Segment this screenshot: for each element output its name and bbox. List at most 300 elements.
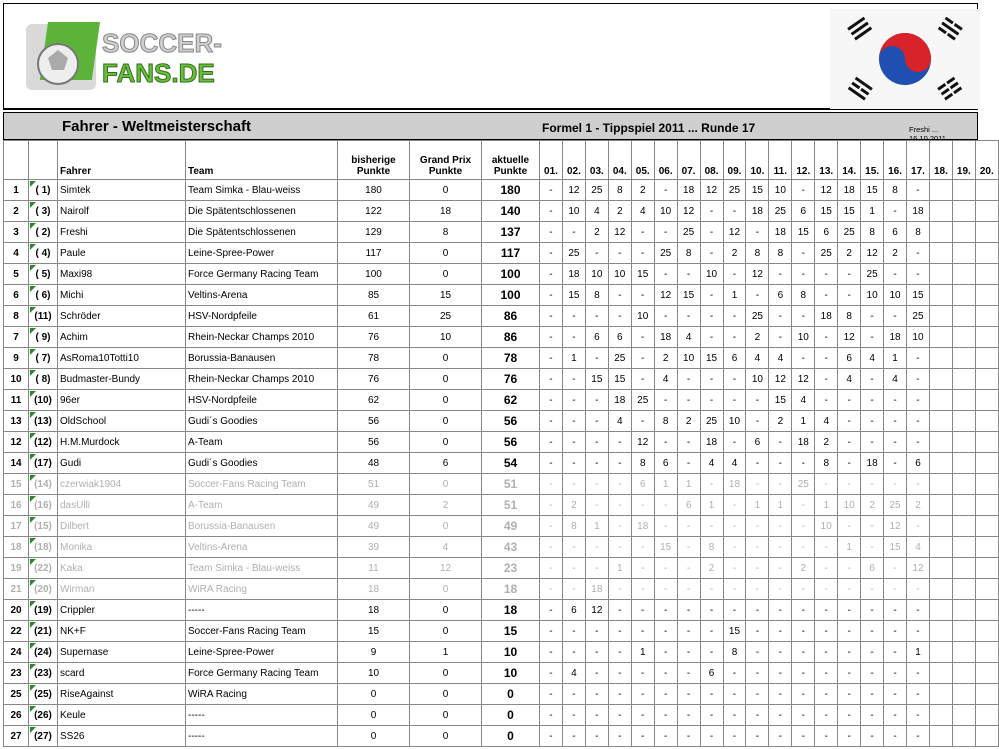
game-round-title: Formel 1 - Tippspiel 2011 ... Runde 17 bbox=[542, 121, 756, 135]
previous-position: (21) bbox=[34, 625, 52, 637]
round-points-cell bbox=[975, 621, 998, 642]
current-points-cell: 100 bbox=[482, 285, 540, 306]
previous-position: (22) bbox=[34, 562, 52, 574]
round-points-cell: - bbox=[861, 600, 884, 621]
round-points-cell: - bbox=[700, 285, 723, 306]
round-points-cell: - bbox=[608, 285, 631, 306]
round-points-cell bbox=[929, 579, 952, 600]
round-points-cell: - bbox=[723, 201, 746, 222]
previous-points-cell: 100 bbox=[338, 264, 410, 285]
header-round: 17. bbox=[907, 141, 930, 180]
round-points-cell: 10 bbox=[792, 327, 815, 348]
grand-prix-points-cell: 4 bbox=[410, 537, 482, 558]
round-points-cell bbox=[975, 285, 998, 306]
round-points-cell: - bbox=[723, 537, 746, 558]
round-points-cell: - bbox=[907, 348, 930, 369]
table-row bbox=[4, 600, 999, 621]
round-points-cell: 18 bbox=[562, 264, 585, 285]
triangle-marker-icon bbox=[30, 454, 36, 460]
driver-name-cell: RiseAgainst bbox=[58, 684, 186, 705]
position-cell: 2 bbox=[4, 201, 29, 222]
team-name-cell: HSV-Nordpfeile bbox=[186, 306, 338, 327]
previous-points-cell: 51 bbox=[338, 474, 410, 495]
round-points-cell: 18 bbox=[815, 306, 838, 327]
round-points-cell: 1 bbox=[677, 474, 700, 495]
round-points-cell: - bbox=[769, 663, 792, 684]
round-points-cell: - bbox=[608, 516, 631, 537]
round-points-cell: - bbox=[861, 327, 884, 348]
round-points-cell: 2 bbox=[792, 558, 815, 579]
round-points-cell bbox=[929, 474, 952, 495]
round-points-cell: - bbox=[631, 243, 654, 264]
round-points-cell: - bbox=[540, 348, 563, 369]
round-points-cell bbox=[952, 705, 975, 726]
round-points-cell: 10 bbox=[723, 411, 746, 432]
round-points-cell: - bbox=[562, 222, 585, 243]
round-points-cell: - bbox=[608, 579, 631, 600]
round-points-cell: - bbox=[540, 516, 563, 537]
previous-position: (23) bbox=[34, 667, 52, 679]
round-points-cell: - bbox=[723, 600, 746, 621]
round-points-cell bbox=[975, 516, 998, 537]
round-points-cell: - bbox=[608, 642, 631, 663]
round-points-cell: 4 bbox=[562, 663, 585, 684]
round-points-cell: 6 bbox=[769, 285, 792, 306]
round-points-cell bbox=[929, 642, 952, 663]
round-points-cell bbox=[975, 264, 998, 285]
round-points-cell: - bbox=[540, 306, 563, 327]
previous-position: (26) bbox=[34, 709, 52, 721]
driver-name-cell: Achim bbox=[58, 327, 186, 348]
round-points-cell: - bbox=[677, 684, 700, 705]
round-points-cell: - bbox=[838, 474, 861, 495]
header-round: 10. bbox=[746, 141, 769, 180]
round-points-cell: 10 bbox=[746, 369, 769, 390]
grand-prix-points-cell: 2 bbox=[410, 495, 482, 516]
round-points-cell: - bbox=[723, 705, 746, 726]
round-points-cell: - bbox=[861, 621, 884, 642]
previous-position: (18) bbox=[34, 541, 52, 553]
round-points-cell: - bbox=[769, 474, 792, 495]
round-points-cell: 2 bbox=[838, 243, 861, 264]
previous-position-cell bbox=[29, 327, 58, 348]
previous-position: (13) bbox=[34, 415, 52, 427]
round-points-cell: - bbox=[540, 243, 563, 264]
round-points-cell: 6 bbox=[654, 453, 677, 474]
soccer-fans-logo[interactable] bbox=[26, 22, 246, 94]
grand-prix-points-cell: 0 bbox=[410, 411, 482, 432]
round-points-cell: 12 bbox=[769, 369, 792, 390]
round-points-cell: - bbox=[884, 432, 907, 453]
round-points-cell: 15 bbox=[562, 285, 585, 306]
round-points-cell bbox=[929, 663, 952, 684]
round-points-cell: - bbox=[562, 390, 585, 411]
round-points-cell: 8 bbox=[723, 642, 746, 663]
round-points-cell: - bbox=[884, 579, 907, 600]
round-points-cell: 18 bbox=[631, 516, 654, 537]
round-points-cell: - bbox=[700, 327, 723, 348]
previous-position-cell bbox=[29, 663, 58, 684]
driver-name-cell: H.M.Murdock bbox=[58, 432, 186, 453]
round-points-cell: - bbox=[631, 348, 654, 369]
round-points-cell: - bbox=[654, 306, 677, 327]
round-points-cell bbox=[952, 369, 975, 390]
round-points-cell: - bbox=[792, 495, 815, 516]
round-points-cell: - bbox=[677, 621, 700, 642]
round-points-cell: - bbox=[746, 663, 769, 684]
round-points-cell: - bbox=[815, 726, 838, 747]
round-points-cell: - bbox=[838, 579, 861, 600]
round-points-cell: 25 bbox=[631, 390, 654, 411]
triangle-marker-icon bbox=[30, 349, 36, 355]
team-name-cell: Rhein-Neckar Champs 2010 bbox=[186, 327, 338, 348]
round-points-cell: - bbox=[677, 600, 700, 621]
round-points-cell: 2 bbox=[700, 558, 723, 579]
round-points-cell: 6 bbox=[907, 453, 930, 474]
grand-prix-points-cell: 0 bbox=[410, 264, 482, 285]
round-points-cell: 18 bbox=[861, 453, 884, 474]
round-points-cell: - bbox=[608, 453, 631, 474]
current-points-cell: 51 bbox=[482, 495, 540, 516]
triangle-marker-icon bbox=[30, 496, 36, 502]
round-points-cell: 1 bbox=[608, 558, 631, 579]
triangle-marker-icon bbox=[30, 433, 36, 439]
round-points-cell: 25 bbox=[907, 306, 930, 327]
round-points-cell: - bbox=[562, 684, 585, 705]
header-round: 11. bbox=[769, 141, 792, 180]
round-points-cell: - bbox=[585, 243, 608, 264]
round-points-cell bbox=[975, 684, 998, 705]
round-points-cell: - bbox=[723, 516, 746, 537]
previous-points-cell: 56 bbox=[338, 411, 410, 432]
round-points-cell: 18 bbox=[884, 327, 907, 348]
triangle-marker-icon bbox=[30, 244, 36, 250]
author-date: Freshi ... 16.10.2011 bbox=[909, 125, 946, 143]
round-points-cell: 18 bbox=[677, 180, 700, 201]
round-points-cell: - bbox=[838, 726, 861, 747]
round-points-cell bbox=[929, 726, 952, 747]
round-points-cell: 10 bbox=[815, 516, 838, 537]
team-name-cell: Die Spätentschlossenen bbox=[186, 222, 338, 243]
round-points-cell: 25 bbox=[677, 222, 700, 243]
previous-points-cell: 62 bbox=[338, 390, 410, 411]
grand-prix-points-cell: 0 bbox=[410, 600, 482, 621]
round-points-cell: 18 bbox=[608, 390, 631, 411]
previous-position-cell bbox=[29, 285, 58, 306]
previous-position-cell bbox=[29, 390, 58, 411]
round-points-cell: - bbox=[815, 537, 838, 558]
round-points-cell: - bbox=[631, 537, 654, 558]
round-points-cell: 12 bbox=[700, 180, 723, 201]
round-points-cell: - bbox=[884, 264, 907, 285]
round-points-cell: - bbox=[907, 264, 930, 285]
round-points-cell: - bbox=[792, 705, 815, 726]
round-points-cell: 25 bbox=[700, 411, 723, 432]
round-points-cell: 25 bbox=[654, 243, 677, 264]
round-points-cell: 6 bbox=[861, 558, 884, 579]
round-points-cell: 2 bbox=[677, 411, 700, 432]
round-points-cell bbox=[929, 411, 952, 432]
round-points-cell: 18 bbox=[792, 432, 815, 453]
round-points-cell: 18 bbox=[907, 201, 930, 222]
round-points-cell: - bbox=[746, 579, 769, 600]
round-points-cell: - bbox=[746, 390, 769, 411]
round-points-cell: - bbox=[585, 705, 608, 726]
round-points-cell: - bbox=[585, 642, 608, 663]
previous-points-cell: 39 bbox=[338, 537, 410, 558]
round-points-cell bbox=[952, 600, 975, 621]
round-points-cell bbox=[952, 411, 975, 432]
team-name-cell: WiRA Racing bbox=[186, 684, 338, 705]
table-row bbox=[4, 264, 999, 285]
round-points-cell: - bbox=[562, 474, 585, 495]
current-points-cell: 43 bbox=[482, 537, 540, 558]
round-points-cell bbox=[952, 348, 975, 369]
table-row bbox=[4, 285, 999, 306]
round-points-cell bbox=[929, 705, 952, 726]
round-points-cell bbox=[952, 285, 975, 306]
round-points-cell: 8 bbox=[608, 180, 631, 201]
previous-position: (15) bbox=[34, 520, 52, 532]
round-points-cell bbox=[929, 243, 952, 264]
driver-name-cell: SS26 bbox=[58, 726, 186, 747]
round-points-cell: 2 bbox=[815, 432, 838, 453]
grand-prix-points-cell: 0 bbox=[410, 726, 482, 747]
previous-position-cell bbox=[29, 600, 58, 621]
previous-position: (11) bbox=[34, 310, 52, 322]
round-points-cell: - bbox=[562, 453, 585, 474]
previous-points-cell: 11 bbox=[338, 558, 410, 579]
round-points-cell: - bbox=[907, 390, 930, 411]
round-points-cell: - bbox=[585, 537, 608, 558]
round-points-cell: - bbox=[884, 726, 907, 747]
previous-position-cell bbox=[29, 411, 58, 432]
current-points-cell: 0 bbox=[482, 705, 540, 726]
round-points-cell bbox=[952, 621, 975, 642]
round-points-cell: - bbox=[608, 705, 631, 726]
triangle-marker-icon bbox=[30, 223, 36, 229]
driver-name-cell: Wirman bbox=[58, 579, 186, 600]
logo-line1: SOCCER- bbox=[102, 28, 222, 58]
round-points-cell: - bbox=[884, 474, 907, 495]
round-points-cell: - bbox=[815, 369, 838, 390]
previous-position-cell bbox=[29, 495, 58, 516]
header-round: 15. bbox=[861, 141, 884, 180]
position-cell: 26 bbox=[4, 705, 29, 726]
round-points-cell: 1 bbox=[631, 642, 654, 663]
round-points-cell bbox=[975, 705, 998, 726]
round-points-cell: - bbox=[907, 180, 930, 201]
round-points-cell: - bbox=[907, 600, 930, 621]
round-points-cell: - bbox=[562, 327, 585, 348]
round-points-cell: 25 bbox=[861, 264, 884, 285]
round-points-cell: 4 bbox=[861, 348, 884, 369]
round-points-cell: 25 bbox=[769, 201, 792, 222]
round-points-cell: - bbox=[769, 516, 792, 537]
round-points-cell: - bbox=[631, 684, 654, 705]
round-points-cell: - bbox=[792, 243, 815, 264]
round-points-cell: - bbox=[792, 516, 815, 537]
round-points-cell: - bbox=[861, 579, 884, 600]
previous-position: (10) bbox=[34, 394, 52, 406]
position-cell: 24 bbox=[4, 642, 29, 663]
position-cell: 5 bbox=[4, 264, 29, 285]
current-points-cell: 76 bbox=[482, 369, 540, 390]
round-points-cell: 15 bbox=[608, 369, 631, 390]
round-points-cell: - bbox=[838, 516, 861, 537]
round-points-cell: - bbox=[815, 684, 838, 705]
triangle-marker-icon bbox=[30, 580, 36, 586]
previous-position: ( 4) bbox=[35, 247, 51, 259]
round-points-cell: 15 bbox=[838, 201, 861, 222]
header-round: 05. bbox=[631, 141, 654, 180]
triangle-marker-icon bbox=[30, 412, 36, 418]
round-points-cell: - bbox=[562, 726, 585, 747]
round-points-cell: - bbox=[562, 306, 585, 327]
round-points-cell: 1 bbox=[769, 495, 792, 516]
round-points-cell: - bbox=[884, 390, 907, 411]
round-points-cell: - bbox=[540, 327, 563, 348]
round-points-cell: - bbox=[585, 726, 608, 747]
table-row bbox=[4, 453, 999, 474]
round-points-cell: - bbox=[723, 726, 746, 747]
round-points-cell: 6 bbox=[746, 432, 769, 453]
position-cell: 10 bbox=[4, 369, 29, 390]
round-points-cell: 8 bbox=[700, 537, 723, 558]
round-points-cell: - bbox=[861, 306, 884, 327]
header-round: 03. bbox=[585, 141, 608, 180]
round-points-cell: - bbox=[815, 285, 838, 306]
grand-prix-points-cell: 18 bbox=[410, 201, 482, 222]
round-points-cell: - bbox=[861, 516, 884, 537]
grand-prix-points-cell: 25 bbox=[410, 306, 482, 327]
round-points-cell: 15 bbox=[723, 621, 746, 642]
round-points-cell: - bbox=[540, 474, 563, 495]
round-points-cell: - bbox=[585, 306, 608, 327]
header-round: 07. bbox=[677, 141, 700, 180]
round-points-cell: 8 bbox=[815, 453, 838, 474]
triangle-marker-icon bbox=[30, 685, 36, 691]
round-points-cell: - bbox=[884, 600, 907, 621]
round-points-cell bbox=[929, 180, 952, 201]
round-points-cell bbox=[975, 474, 998, 495]
round-points-cell: 10 bbox=[838, 495, 861, 516]
round-points-cell: - bbox=[700, 579, 723, 600]
team-name-cell: Borussia-Banausen bbox=[186, 516, 338, 537]
round-points-cell: - bbox=[838, 411, 861, 432]
round-points-cell: 18 bbox=[585, 579, 608, 600]
round-points-cell: - bbox=[540, 285, 563, 306]
grand-prix-points-cell: 0 bbox=[410, 180, 482, 201]
round-points-cell: - bbox=[746, 558, 769, 579]
round-points-cell: - bbox=[540, 726, 563, 747]
round-points-cell: - bbox=[723, 306, 746, 327]
round-points-cell: - bbox=[907, 474, 930, 495]
header-round: 06. bbox=[654, 141, 677, 180]
round-points-cell: - bbox=[700, 243, 723, 264]
driver-name-cell: OldSchool bbox=[58, 411, 186, 432]
round-points-cell: - bbox=[540, 432, 563, 453]
round-points-cell: - bbox=[585, 390, 608, 411]
round-points-cell bbox=[975, 579, 998, 600]
round-points-cell: - bbox=[792, 600, 815, 621]
round-points-cell: - bbox=[562, 705, 585, 726]
previous-position-cell bbox=[29, 306, 58, 327]
round-points-cell: 12 bbox=[608, 222, 631, 243]
round-points-cell: - bbox=[907, 684, 930, 705]
round-points-cell bbox=[929, 306, 952, 327]
grand-prix-points-cell: 0 bbox=[410, 474, 482, 495]
round-points-cell: 2 bbox=[884, 243, 907, 264]
round-points-cell: 4 bbox=[654, 369, 677, 390]
previous-position-cell bbox=[29, 642, 58, 663]
round-points-cell: - bbox=[838, 600, 861, 621]
current-points-cell: 117 bbox=[482, 243, 540, 264]
table-row bbox=[4, 243, 999, 264]
round-points-cell: - bbox=[792, 264, 815, 285]
round-points-cell: 1 bbox=[884, 348, 907, 369]
previous-points-cell: 85 bbox=[338, 285, 410, 306]
previous-position: (12) bbox=[34, 436, 52, 448]
round-points-cell: - bbox=[654, 621, 677, 642]
round-points-cell: - bbox=[746, 453, 769, 474]
round-points-cell bbox=[952, 558, 975, 579]
round-points-cell: 15 bbox=[792, 222, 815, 243]
header-round: 13. bbox=[815, 141, 838, 180]
triangle-marker-icon bbox=[30, 391, 36, 397]
round-points-cell: - bbox=[746, 726, 769, 747]
previous-position-cell bbox=[29, 432, 58, 453]
round-points-cell: - bbox=[884, 558, 907, 579]
previous-position: (24) bbox=[34, 646, 52, 658]
round-points-cell: - bbox=[540, 537, 563, 558]
header-round: 20. bbox=[975, 141, 998, 180]
round-points-cell: 2 bbox=[907, 495, 930, 516]
round-points-cell: - bbox=[585, 348, 608, 369]
round-points-cell: - bbox=[585, 684, 608, 705]
round-points-cell: 12 bbox=[677, 201, 700, 222]
round-points-cell bbox=[975, 201, 998, 222]
round-points-cell: - bbox=[654, 180, 677, 201]
round-points-cell: 1 bbox=[700, 495, 723, 516]
round-points-cell: - bbox=[700, 390, 723, 411]
grand-prix-points-cell: 10 bbox=[410, 327, 482, 348]
round-points-cell: - bbox=[540, 705, 563, 726]
round-points-cell: - bbox=[540, 579, 563, 600]
position-cell: 22 bbox=[4, 621, 29, 642]
current-points-cell: 180 bbox=[482, 180, 540, 201]
round-points-cell: 6 bbox=[700, 663, 723, 684]
round-points-cell: - bbox=[631, 663, 654, 684]
round-points-cell bbox=[929, 369, 952, 390]
round-points-cell: - bbox=[540, 264, 563, 285]
round-points-cell: - bbox=[654, 684, 677, 705]
triangle-marker-icon bbox=[30, 559, 36, 565]
table-row bbox=[4, 663, 999, 684]
round-points-cell: - bbox=[631, 285, 654, 306]
round-points-cell: - bbox=[861, 663, 884, 684]
current-points-cell: 56 bbox=[482, 432, 540, 453]
grand-prix-points-cell: 0 bbox=[410, 348, 482, 369]
round-points-cell: 2 bbox=[631, 180, 654, 201]
round-points-cell: - bbox=[815, 663, 838, 684]
round-points-cell: - bbox=[654, 705, 677, 726]
standings-table bbox=[3, 140, 999, 747]
position-cell: 16 bbox=[4, 495, 29, 516]
team-name-cell: Die Spätentschlossenen bbox=[186, 201, 338, 222]
team-name-cell: Veltins-Arena bbox=[186, 537, 338, 558]
round-points-cell: - bbox=[540, 453, 563, 474]
